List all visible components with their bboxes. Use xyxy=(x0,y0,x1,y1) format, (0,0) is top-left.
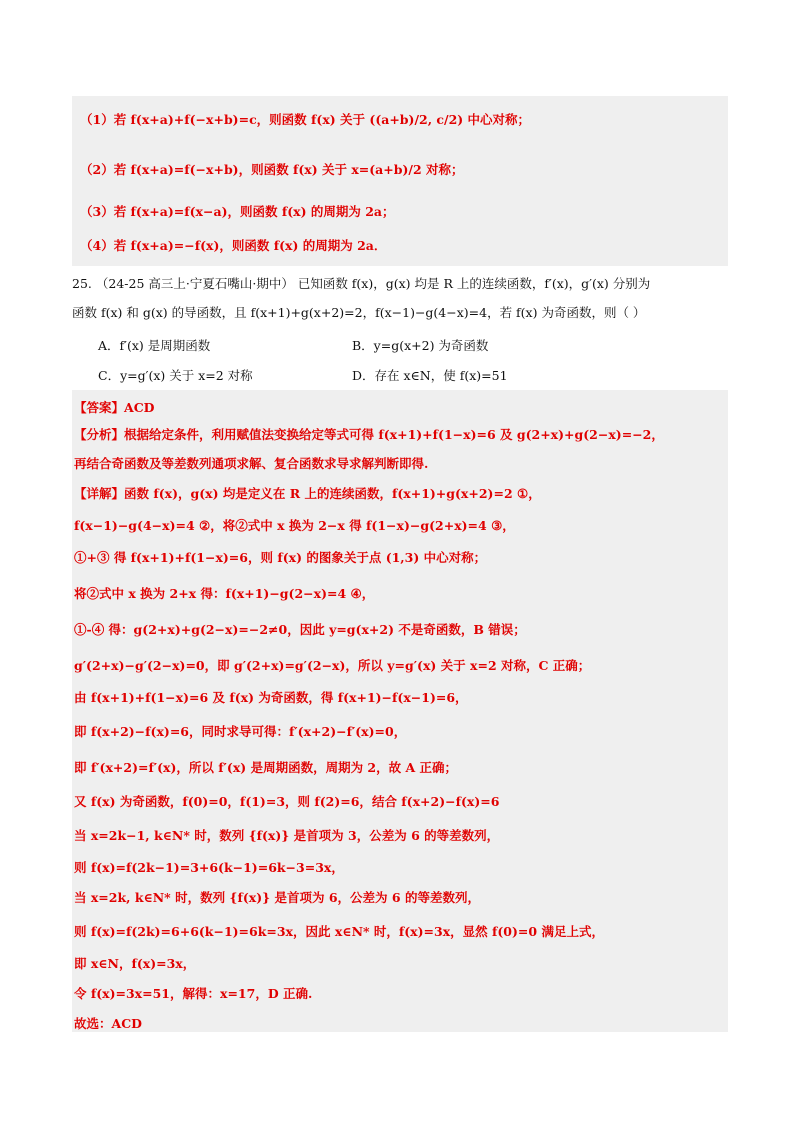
detail-line: 即 f′(x+2)=f′(x)，所以 f′(x) 是周期函数，周期为 2，故 A 正确； xyxy=(74,760,458,775)
property-item-2: （2）若 f(x+a)=f(−x+b)，则函数 f(x) 关于 x=(a+b)/2 对称； xyxy=(80,162,464,177)
final-answer: 故选：ACD xyxy=(74,1016,142,1031)
question-stem-1: 已知函数 f(x)，g(x) 均是 R 上的连续函数，f′(x)，g′(x) 分别为 xyxy=(297,276,651,291)
detail-line: 【详解】函数 f(x)，g(x) 均是定义在 R 上的连续函数，f(x+1)+g(x+2)=2 ①， xyxy=(74,486,541,501)
detail-line: f(x−1)−g(4−x)=4 ②，将②式中 x 换为 2−x 得 f(1−x)−g(2+x)=4 ③， xyxy=(74,518,515,533)
option-a: A．f′(x) 是周期函数 xyxy=(98,338,211,353)
question-line-1 xyxy=(72,274,650,294)
detail-line: 由 f(x+1)+f(1−x)=6 及 f(x) 为奇函数，得 f(x+1)−f(x−1)=6， xyxy=(74,690,468,705)
property-item-3: （3）若 f(x+a)=f(x−a)，则函数 f(x) 的周期为 2a； xyxy=(80,204,395,219)
analysis-2: 再结合奇函数及等差数列通项求解、复合函数求导求解判断即得. xyxy=(74,456,429,471)
detail-line: 当 x=2k−1, k∈N* 时，数列 {f(x)} 是首项为 3，公差为 6 的等差数列， xyxy=(74,828,500,843)
question-number: 25. xyxy=(72,276,92,291)
detail-line: 则 f(x)=f(2k)=6+6(k−1)=6k=3x，因此 x∈N* 时，f(x)=3x，显然 f(0)=0 满足上式， xyxy=(74,924,604,939)
answer: 【答案】ACD xyxy=(74,400,155,415)
option-b: B．y=g(x+2) 为奇函数 xyxy=(352,338,489,353)
analysis-1: 【分析】根据给定条件，利用赋值法变换给定等式可得 f(x+1)+f(1−x)=6 及 g(2+x)+g(2−x)=−2， xyxy=(74,427,664,442)
detail-line: 即 x∈N，f(x)=3x， xyxy=(74,956,196,971)
option-c: C．y=g′(x) 关于 x=2 对称 xyxy=(98,368,253,383)
detail-line: ①-④ 得：g(2+x)+g(2−x)=−2≠0，因此 y=g(x+2) 不是奇函数，B 错误； xyxy=(74,622,526,637)
detail-line: 即 f(x+2)−f(x)=6，同时求导可得：f′(x+2)−f′(x)=0， xyxy=(74,724,407,739)
detail-line: 则 f(x)=f(2k−1)=3+6(k−1)=6k−3=3x， xyxy=(74,860,344,875)
detail-line: g′(2+x)−g′(2−x)=0，即 g′(2+x)=g′(2−x)，所以 y=g′(x) 关于 x=2 对称，C 正确； xyxy=(74,658,591,673)
question-source: （24-25 高三上·宁夏石嘴山·期中） xyxy=(95,276,294,291)
option-d: D．存在 x∈N，使 f(x)=51 xyxy=(352,368,508,383)
detail-line: 当 x=2k, k∈N* 时，数列 {f(x)} 是首项为 6，公差为 6 的等差数列， xyxy=(74,890,480,905)
property-item-4: （4）若 f(x+a)=−f(x)，则函数 f(x) 的周期为 2a． xyxy=(80,238,387,253)
question-stem-2: 函数 f(x) 和 g(x) 的导函数，且 f(x+1)+g(x+2)=2，f(x−1)−g(4−x)=4，若 f(x) 为奇函数，则（ ） xyxy=(72,305,646,320)
property-item-1: （1）若 f(x+a)+f(−x+b)=c，则函数 f(x) 关于 ((a+b)/2, c/2) 中心对称； xyxy=(80,112,531,127)
detail-line: 将②式中 x 换为 2+x 得：f(x+1)−g(2−x)=4 ④， xyxy=(74,586,375,601)
detail-line: 令 f(x)=3x=51，解得：x=17，D 正确. xyxy=(74,986,313,1001)
detail-line: ①+③ 得 f(x+1)+f(1−x)=6，则 f(x) 的图象关于点 (1,3) 中心对称； xyxy=(74,550,487,565)
detail-line: 又 f(x) 为奇函数，f(0)=0，f(1)=3，则 f(2)=6，结合 f(x+2)−f(x)=6 xyxy=(74,794,500,809)
